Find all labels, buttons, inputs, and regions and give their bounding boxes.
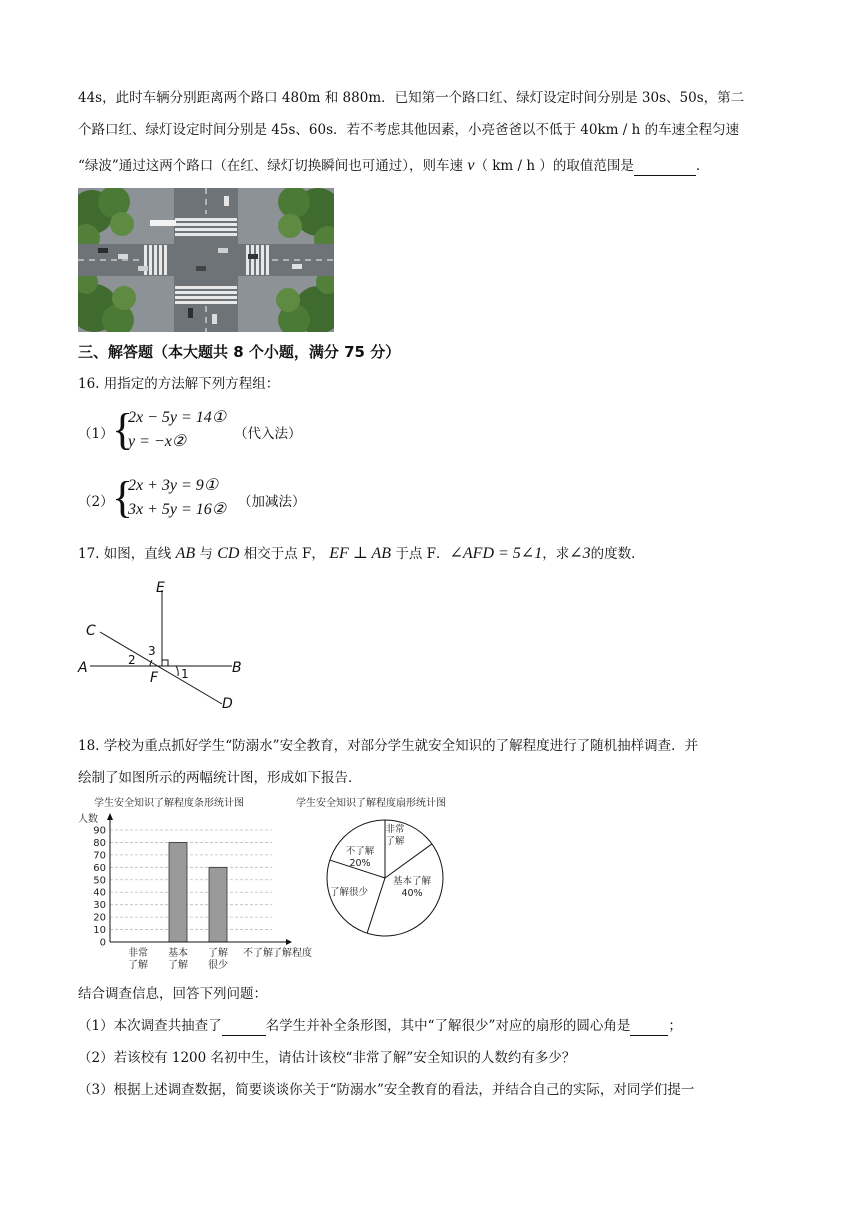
y-tick-label: 70 [93, 850, 106, 862]
problem18-line1: 18. 学校为重点抓好学生“防溺水”安全教育，对部分学生就安全知识的了解程度进行了随机抽样调查．并 [78, 738, 699, 754]
bar-chart-xlabel: 了解程度 [272, 948, 312, 959]
brace: { [112, 473, 134, 522]
y-tick-label: 20 [93, 912, 106, 924]
right-angle-mark [162, 660, 168, 666]
x-category-label: 了解 [128, 960, 148, 971]
stem-text: 17. 如图，直线 [78, 546, 176, 562]
pie-slice-label-3: 20% [349, 858, 371, 869]
y-tick-label: 10 [93, 925, 106, 937]
angle-1-arc [176, 666, 178, 676]
q1-count-blank[interactable] [222, 1021, 266, 1036]
label-e: E [156, 580, 165, 596]
problem15-line1: 44s，此时车辆分别距离两个路口 480m 和 880m．已知第一个路口红、绿灯设定时间分别是 30s、50s，第二 [78, 90, 745, 106]
pie-slice-label-0: 非常 [385, 824, 405, 835]
section-heading: 三、解答题（本大题共 8 个小题，满分 75 分） [78, 343, 401, 361]
y-tick-label: 90 [93, 825, 106, 837]
label-d: D [222, 696, 233, 712]
system-2 [128, 474, 226, 522]
y-axis-arrow [107, 813, 113, 820]
pie-chart-title: 学生安全知识了解程度扇形统计图 [296, 798, 446, 809]
geometry-figure [72, 576, 272, 718]
answer-blank[interactable] [634, 161, 696, 176]
stem-text: 相交于点 F， [239, 546, 330, 562]
perpendicular-expr: EF ⊥ AB [329, 545, 392, 562]
label-b: B [232, 660, 242, 676]
system2-eq1: 2x + 3y = 9① [128, 477, 219, 494]
system1-eq1: 2x − 5y = 14① [128, 409, 227, 426]
problem17-stem [78, 544, 645, 564]
system-1 [128, 406, 226, 454]
pie-slice-label-1: 基本了解 [392, 876, 432, 887]
problem18-q1 [78, 1016, 682, 1036]
problem16-part1-method: （代入法） [234, 426, 302, 442]
bar-2 [209, 867, 227, 942]
brace: { [112, 405, 134, 454]
problem18-line2: 绘制了如图所示的两幅统计图，形成如下报告． [78, 770, 362, 786]
stem-text: 的度数． [590, 546, 645, 562]
period: ． [695, 158, 710, 174]
x-category-label: 了解 [168, 960, 188, 971]
pie-slice-label-1: 40% [401, 888, 423, 899]
angle-equation: ∠AFD = 5∠1 [449, 545, 543, 562]
problem18-q2: （2）若该校有 1200 名初中生，请估计该校“非常了解”安全知识的人数约有多少？ [78, 1050, 576, 1066]
pie-slice-label-2: 了解很少 [329, 887, 369, 898]
problem15-line2: 个路口红、绿灯设定时间分别是 45s、60s．若不考虑其他因素，小亮爸爸以不低于 40km / h 的车速全程匀速 [78, 122, 740, 138]
y-tick-label: 0 [99, 937, 106, 949]
stem-text: 与 [195, 546, 218, 562]
q1-text: （1）本次调查共抽查了 [78, 1018, 222, 1034]
problem18-q3: （3）根据上述调查数据，简要谈谈你关于“防溺水”安全教育的看法，并结合自己的实际，对同学们提一 [78, 1082, 695, 1098]
label-c: C [86, 623, 96, 639]
y-tick-label: 80 [93, 837, 106, 849]
label-a: A [78, 660, 88, 676]
bar-chart-title: 学生安全知识了解程度条形统计图 [94, 798, 244, 809]
stem-text: 于点 F． [391, 546, 450, 562]
problem15-line3-unit: （ km / h ）的取值范围是 [474, 158, 634, 174]
speed-variable: v [467, 157, 475, 174]
x-category-label: 基本 [168, 948, 188, 959]
bar-chart-ylabel: 人数 [78, 814, 98, 825]
pie-slice-label-3: 不了解 [345, 846, 375, 857]
problem16-part2-method: （加减法） [238, 494, 306, 510]
q1-text: ； [668, 1018, 682, 1034]
system2-eq2: 3x + 5y = 16② [128, 501, 227, 518]
intersection-photo [78, 188, 334, 332]
line-cd: CD [217, 545, 240, 562]
x-category-label: 了解 [208, 948, 228, 959]
problem15-line3-text: “绿波”通过这两个路口（在红、绿灯切换瞬间也可通过），则车速 [78, 158, 468, 174]
pie-chart [290, 794, 480, 944]
problem15-line3 [78, 156, 709, 176]
angle-label-2: 2 [128, 653, 136, 667]
y-tick-label: 40 [93, 887, 106, 899]
line-cd-segment [100, 632, 222, 704]
stem-text: ，求 [542, 546, 570, 562]
bar-1 [169, 842, 187, 942]
pie-slice-label-0: 了解 [385, 836, 405, 847]
y-tick-label: 60 [93, 862, 106, 874]
problem16-part1-label: （1） [78, 426, 114, 442]
q1-angle-blank[interactable] [630, 1021, 668, 1036]
system1-eq2: y = −x② [128, 433, 187, 450]
problem16-stem: 16. 用指定的方法解下列方程组： [78, 376, 280, 392]
x-category-label: 很少 [208, 960, 228, 971]
angle-label-3: 3 [148, 644, 156, 658]
x-category-label: 非常 [128, 948, 148, 959]
problem16-part2-label: （2） [78, 494, 114, 510]
y-tick-label: 30 [93, 900, 106, 912]
x-category-label: 不了解 [243, 948, 273, 959]
line-ab: AB [175, 545, 196, 562]
angle-3: ∠3 [569, 545, 591, 562]
q1-text: 名学生并补全条形图，其中“了解很少”对应的扇形的圆心角是 [265, 1018, 631, 1034]
label-f: F [150, 670, 159, 686]
y-tick-label: 50 [93, 875, 106, 887]
problem18-prompt: 结合调查信息，回答下列问题： [78, 986, 267, 1002]
angle-label-1: 1 [181, 667, 189, 681]
